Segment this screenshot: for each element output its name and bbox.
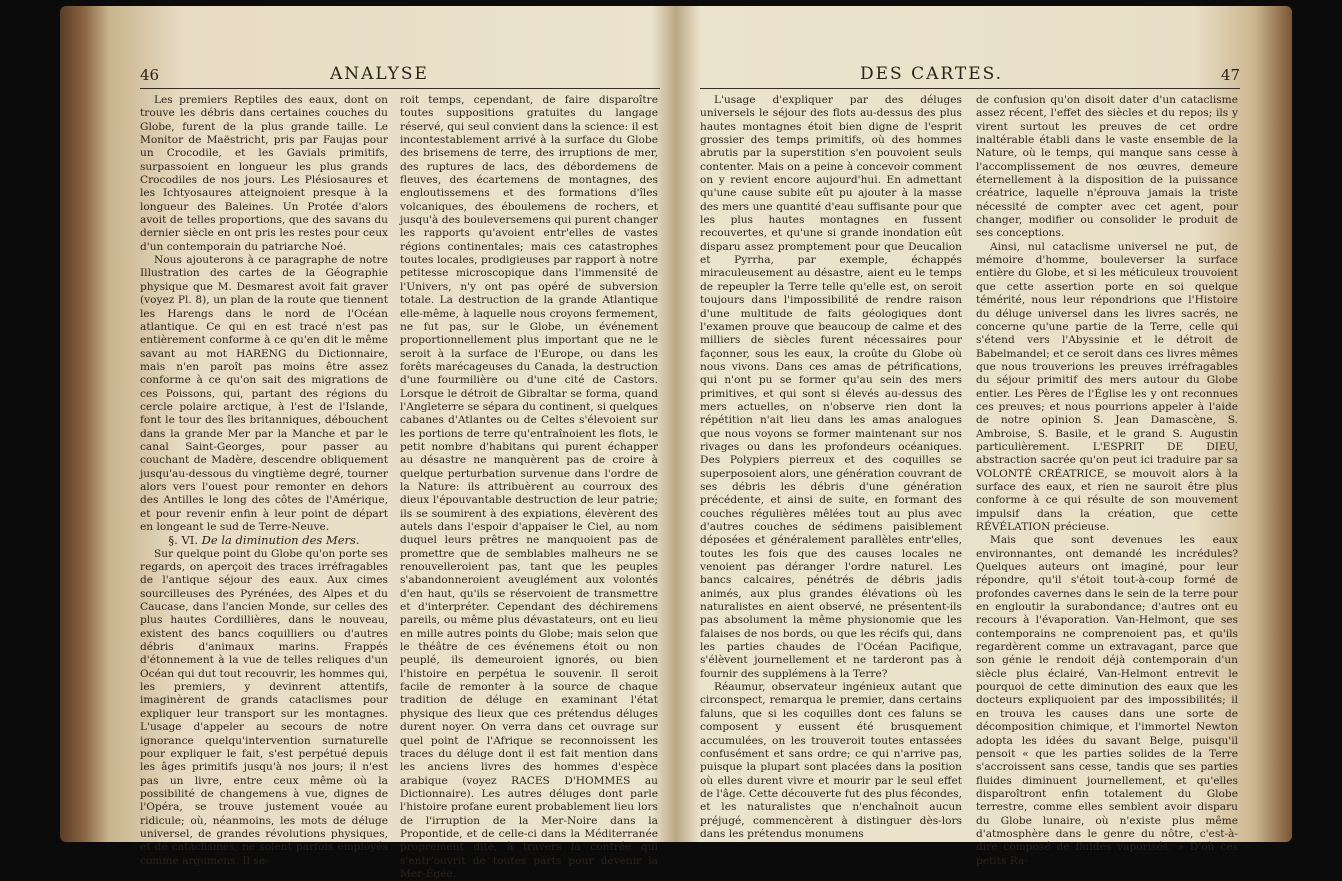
paragraph: Mais que sont devenues les eaux environnantes, ont demandé les incrédules? Quelques auteurs ont imaginé, pour leur répondre, qu'il s'étoit tout-à-coup formé de profondes cavernes dans le sein de la terre pour en engloutir la surabondance; d'autres ont eu recours à l'évaporation. Van-Helmont, que ses contemporains ne comprenoient pas, et qu'ils regardèrent comme un extravagant, parce que son génie le rendoit déjà contemporain d'un siècle plus éclairé, Van-Helmont entrevit le pourquoi de cette diminution des eaux que les docteurs expliquoient par des impossibilités; il en trouva les causes dans une sorte de décomposition chimique, et l'immortel Newton adopta les idées du savant Belge, puisqu'il pensoit « que les parties solides de la Terre s'accroissent sans cesse, tandis que ses parties fluides diminuent journellement, et qu'elles disparoîtront enfin totalement du Globe terrestre, comme elles semblent avoir disparu du Globe lunaire, où n'existe plus même d'atmosphère dans le genre du nôtre, c'est-à-dire composé de fluides vaporisés. » D'où ces petits Ra- — [976, 534, 1238, 867]
running-head-right: DES CARTES. — [860, 64, 1004, 84]
left-page — [140, 6, 660, 880]
right-column-a — [700, 94, 962, 840]
paragraph: Ainsi, nul cataclisme universel ne put, de mémoire d'homme, bouleverser la surface entière du Globe, et si les méticuleux trouvoient que cette assertion porte en soi quelque témérité, nous leur répondrions que l'Histoire du déluge universel dans les livres sacrés, ne concerne qu'une partie de la Terre, celle qui s'étend vers l'Abyssinie et le détroit de Babelmandel; et ce seroit dans ces livres mêmes que nous trouverions les preuves irréfragables du séjour primitif des mers autour du Globe entier. Les Pères de l'Église les y ont reconnues ces preuves; et nous pourrions appeler à l'aide de notre opinion S. Jean Damascène, S. Ambroise, S. Basile, et le grand S. Augustin particulièrement. L'ESPRIT DE DIEU, abstraction sacrée qu'on peut ici traduire par sa VOLONTÉ CRÉATRICE, se mouvoit alors à la surface des eaux, et rien ne sauroit être plus conforme à ce qui résulte de son mouvement impulsif dans la création, que cette RÉVÉLATION précieuse. — [976, 240, 1238, 533]
right-page — [700, 6, 1240, 867]
section-heading — [140, 534, 388, 547]
paragraph: Les premiers Reptiles des eaux, dont on trouve les débris dans certaines couches du Globe, furent de la plus grande taille. Le Monitor de Maëstricht, pris par Faujas pour un Crocodile, et les Gavials primitifs, surpassoient en longueur les plus grands Crocodiles de nos jours. Les Plésiosaures et les Ichtyosaures atteignoient presque à la longueur des Baleines. Un Protée d'alors avoit de telles proportions, que des savans du dernier siècle en ont pris les restes pour ceux d'un contemporain du patriarche Noé. — [140, 94, 388, 253]
header-rule — [140, 88, 660, 89]
left-column-a — [140, 94, 388, 867]
paragraph: L'usage d'expliquer par des déluges universels le séjour des flots au-dessus des plus hautes montagnes étoit bien digne de l'esprit grossier des temps primitifs, où des hommes abrutis par la superstition s'en pouvoient seuls contenter. Mais on a peine à concevoir comment on y revient encore aujourd'hui. En admettant qu'une cause subite eût pu ajouter à la masse des mers une quantité d'eau suffisante pour que les plus hautes montagnes en fussent recouvertes, et qu'une si grande inondation eût disparu assez promptement pour que Deucalion et Pyrrha, par exemple, échappés miraculeusement au désastre, aient eu le temps de repeupler la Terre telle qu'elle est, on seroit toujours dans l'impossibilité de rendre raison d'une multitude de faits géologiques dont l'examen prouve que beaucoup de calme et des milliers de siècles furent nécessaires pour façonner, sous les eaux, la croûte du Globe où nous vivons. Dans ces amas de pétrifications, qui n'ont pu se former qu'au sein des mers primitives, et qui sont si élevés au-dessus des mers actuelles, on n'observe rien dont la répétition n'ait lieu dans les amas analogues que nous voyons se former maintenant sur nos rivages ou dans les profondeurs océaniques. Des Polypiers pierreux et des coquilles se superposoient alors, une génération couvrant de ses débris les débris d'une génération précédente, et ainsi de suite, en formant des couches régulières mêlées tout au plus avec d'autres couches de sédimens paisiblement déposées et généralement parallèles entr'elles, toutes les fois que des causes locales ne venoient pas déranger l'ordre naturel. Les bancs calcaires, pénétrés de débris jadis animés, aux plus grandes élévations où les naturalistes en aient observé, ne présentent-ils pas absolument la même physionomie que les falaises de nos bords, ou que les récifs qui, dans les parties chaudes de l'Océan Pacifique, s'élèvent journellement et ne tarderont pas à fournir des supplémens à la Terre? — [700, 94, 962, 680]
left-page-columns — [140, 94, 660, 880]
left-column-b — [400, 94, 658, 880]
header-rule — [700, 88, 1240, 89]
page-number-right: 47 — [1220, 66, 1240, 84]
right-page-columns — [700, 94, 1240, 867]
running-head-left: ANALYSE — [330, 64, 429, 84]
page-number-left: 46 — [140, 66, 160, 84]
left-page-header — [140, 66, 660, 90]
paragraph: Réaumur, observateur ingénieux autant que circonspect, remarqua le premier, dans certains faluns, que si les coquilles dont ces faluns se composent y eussent été brusquement accumulées, on les trouveroit toutes entassées confusément et sans ordre; ce qui n'arrive pas, puisque la plupart sont placées dans la position où elles durent vivre et mourir par le seul effet de l'âge. Cette découverte fut des plus fécondes, et les naturalistes que n'enchaînoit aucun préjugé, commencèrent à distinguer dès-lors dans les prétendus monumens — [700, 681, 962, 840]
right-column-b — [976, 94, 1238, 867]
paragraph: de confusion qu'on disoit dater d'un cataclisme assez récent, l'effet des siècles et du repos; ils y virent surtout les preuves de cet ordre inaltérable établi dans le vaste ensemble de la Nature, où le temps, qui manque sans cesse à l'accomplissement de nos œuvres, demeure éternellement à la disposition de la puissance créatrice, laquelle n'éprouva jamais la triste nécessité de compter avec cet agent, pour changer, modifier ou consolider le produit de ses conceptions. — [976, 94, 1238, 240]
paragraph: Sur quelque point du Globe qu'on porte ses regards, on aperçoit des traces irréfragables de l'antique séjour des eaux. Aux cimes sourcilleuses des Pyrénées, des Alpes et du Caucase, dans l'ancien Monde, sur celles des plus hautes Cordillières, dans le nouveau, existent des bancs coquilliers ou d'autres débris d'animaux marins. Frappés d'étonnement à la vue de telles reliques d'un Océan qui dut tout recouvrir, les hommes qui, les premiers, y devinrent attentifs, imaginèrent de grands cataclismes pour expliquer leur transport sur les montagnes. L'usage d'appeler au secours de notre ignorance quelqu'intervention surnaturelle pour expliquer le fait, s'est perpétué depuis les âges primitifs jusqu'à nos jours; il n'est pas un livre, entre ceux même où la possibilité de changemens à vue, dignes de l'Opéra, se trouve justement vouée au ridicule; où, néanmoins, les mots de déluge universel, de grandes révolutions physiques, et de cataclismes, ne soient parfois employés comme argumens. Il se- — [140, 547, 388, 867]
section-title: De la diminution des Mers. — [201, 533, 360, 548]
right-page-header — [700, 66, 1240, 90]
paragraph: roit temps, cependant, de faire disparoître toutes suppositions gratuites du langage réservé, qui seul convient dans la science: il est incontestablement arrivé à la surface du Globe des brisemens de terre, des irruptions de mer, des ruptures de lacs, des débordemens de fleuves, des écartemens de montagnes, des engloutissemens et des formations d'îles volcaniques, des éboulemens de rochers, et jusqu'à des bouleversemens qui purent changer les rapports qu'avoient entr'elles de vastes régions continentales; mais ces catastrophes toutes locales, prodigieuses par rapport à notre petitesse microscopique dans l'immensité de l'Univers, n'y ont pas opéré de subversion totale. La destruction de la grande Atlantique elle-même, à laquelle nous croyons fermement, ne fut pas, sur le Globe, un événement proportionnellement plus important que ne le seroit à la surface de l'Europe, ou dans les forêts marécageuses du Canada, la destruction d'une fourmilière ou d'une cité de Castors. Lorsque le détroit de Gibraltar se forma, quand l'Angleterre se sépara du continent, si quelques cabanes d'Atlantes ou de Celtes s'élevoient sur les portions de terre qu'entraînoient les flots, le petit nombre d'habitans qui purent échapper au désastre ne manquèrent pas de croire à quelque perturbation survenue dans l'ordre de la Nature: ils attribuèrent au courroux des dieux l'épouvantable destruction de leur patrie; ils se soumirent à des expiations, élevèrent des autels dans l'espoir d'appaiser le Ciel, au nom duquel leurs prêtres ne manquoient pas de promettre que de semblables malheurs ne se renouvelleroient pas, tant que les peuples s'abandonneroient aveuglément aux volontés d'en haut, qu'ils se réservoient de transmettre et d'interpréter. Cependant des déchiremens pareils, ou même plus dévastateurs, ont eu lieu en mille autres points du Globe; mais selon que le théâtre de ces événemens étoit ou non peuplé, ils demeuroient ignorés, ou bien l'histoire en perpétua le souvenir. Il seroit facile de remonter à la source de chaque tradition de déluge en examinant l'état physique des lieux que ces prétendus déluges durent noyer. On verra dans cet ouvrage sur quel point de l'Afrique se reconnoissent les traces du déluge dont il est fait mention dans les anciens livres des hommes d'espèce arabique (voyez RACES D'HOMMES au Dictionnaire). Les autres déluges dont parle l'histoire profane eurent probablement lieu lors de l'irruption de la Mer-Noire dans la Propontide, et de celle-ci dans la Méditerranée proprement dite, à travers la contrée qui s'entr'ouvrit de toutes parts pour devenir la Mer-Égée. — [400, 94, 658, 880]
section-number: §. VI. — [168, 533, 198, 548]
open-book — [60, 6, 1292, 880]
paragraph: Nous ajouterons à ce paragraphe de notre Illustration des cartes de la Géographie physique que M. Desmarest avoit fait graver (voyez Pl. 8), un plan de la route que tiennent les Harengs dans le nord de l'Océan atlantique. Ce qui en est tracé n'est pas entièrement conforme à ce qu'en dit le même savant au mot HARENG du Dictionnaire, mais n'en paroît pas moins être assez conforme à ce qu'on sait des migrations de ces Poissons, qui, partant des régions du cercle polaire arctique, à l'est de l'Islande, font le tour des îles britanniques, débouchent dans la grande Mer par la Manche et par le canal Saint-Georges, pour passer au couchant de Madère, descendre obliquement jusqu'au-dessous du vingtième degré, tourner alors vers l'ouest pour remonter en dehors des Antilles le long des côtes de l'Amérique, et pour revenir enfin à leur point de départ en longeant le sud de Terre-Neuve. — [140, 254, 388, 533]
